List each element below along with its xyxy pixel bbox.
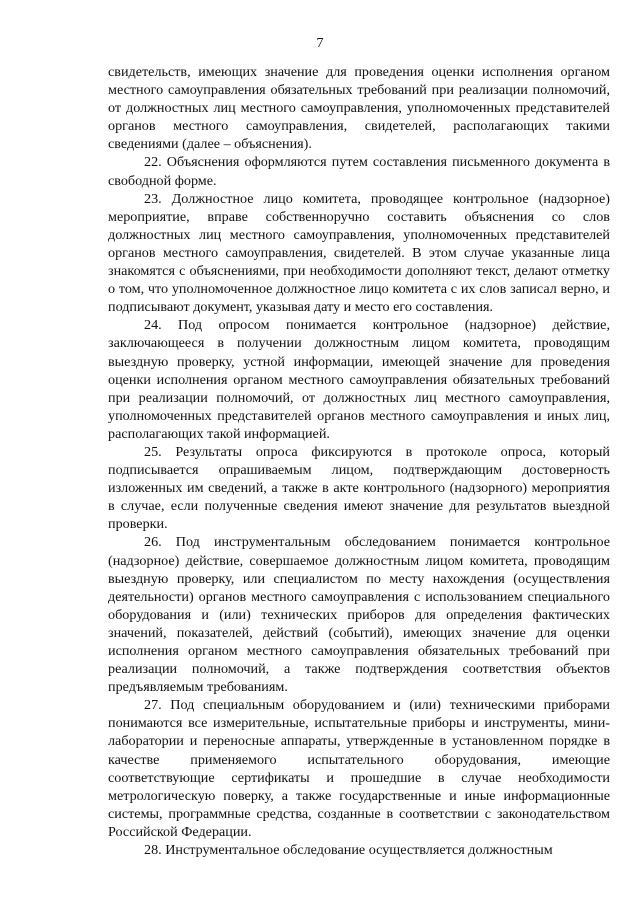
paragraph-continuation: свидетельств, имеющих значение для проведения оценки исполнения органом местного самоуправления обязательных требований при реализации полномочий, от должностных лиц местного самоуправления, уполномоченных представителей органов местного самоуправления, свидетелей, располагающих такими сведениями (далее – объяснения).	[108, 64, 610, 153]
paragraph-26: 26. Под инструментальным обследованием понимается контрольное (надзорное) действие, совершаемое должностным лицом комитета, проводящим выездную проверку, или специалистом по месту нахождения (осуществления деятельности) органов местного самоуправления с использованием специального оборудования и (или) технических приборов для определения фактических значений, показателей, действий (событий), имеющих значение для оценки исполнения органом местного самоуправления обязательных требований при реализации полномочий, а также подтверждения соответствия объектов предъявляемым требованиям.	[108, 534, 610, 696]
paragraph-23: 23. Должностное лицо комитета, проводящее контрольное (надзорное) мероприятие, вправе собственноручно составить объяснения со слов должностных лиц местного самоуправления, уполномоченных представителей органов местного самоуправления, свидетелей. В этом случае указанные лица знакомятся с объяснениями, при необходимости дополняют текст, делают отметку о том, что уполномоченное должностное лицо комитета с их слов записал верно, и подписывают документ, указывая дату и место его составления.	[108, 190, 610, 316]
paragraph-27: 27. Под специальным оборудованием и (или) техническими приборами понимаются все измерительные, испытательные приборы и инструменты, мини-лаборатории и переносные аппараты, утвержденные в установленном порядке в качестве применяемого испытательного оборудования, имеющие соответствующие сертификаты и прошедшие в случае необходимости метрологическую поверку, а также государственные и иные информационные системы, программные средства, созданные в соответствии с законодательством Российской Федерации.	[108, 697, 610, 840]
paragraph-24: 24. Под опросом понимается контрольное (надзорное) действие, заключающееся в получении должностным лицом комитета, проводящим выездную проверку, устной информации, имеющей значение для проведения оценки исполнения органом местного самоуправления обязательных требований при реализации полномочий, от должностных лиц местного самоуправления, уполномоченных представителей органов местного самоуправления и иных лиц, располагающих такой информацией.	[108, 317, 610, 442]
document-body	[108, 63, 610, 859]
page-number: 7	[316, 36, 324, 51]
paragraph-28: 28. Инструментальное обследование осуществляется должностным	[144, 842, 553, 859]
paragraph-25: 25. Результаты опроса фиксируются в протоколе опроса, который подписывается опрашиваемым лицом, подтверждающим достоверность изложенных им сведений, а также в акте контрольного (надзорного) мероприятия в случае, если полученные сведения имеют значение для результатов выездной проверки.	[108, 443, 610, 533]
paragraph-22: 22. Объяснения оформляются путем составления письменного документа в свободной форме.	[108, 154, 610, 189]
